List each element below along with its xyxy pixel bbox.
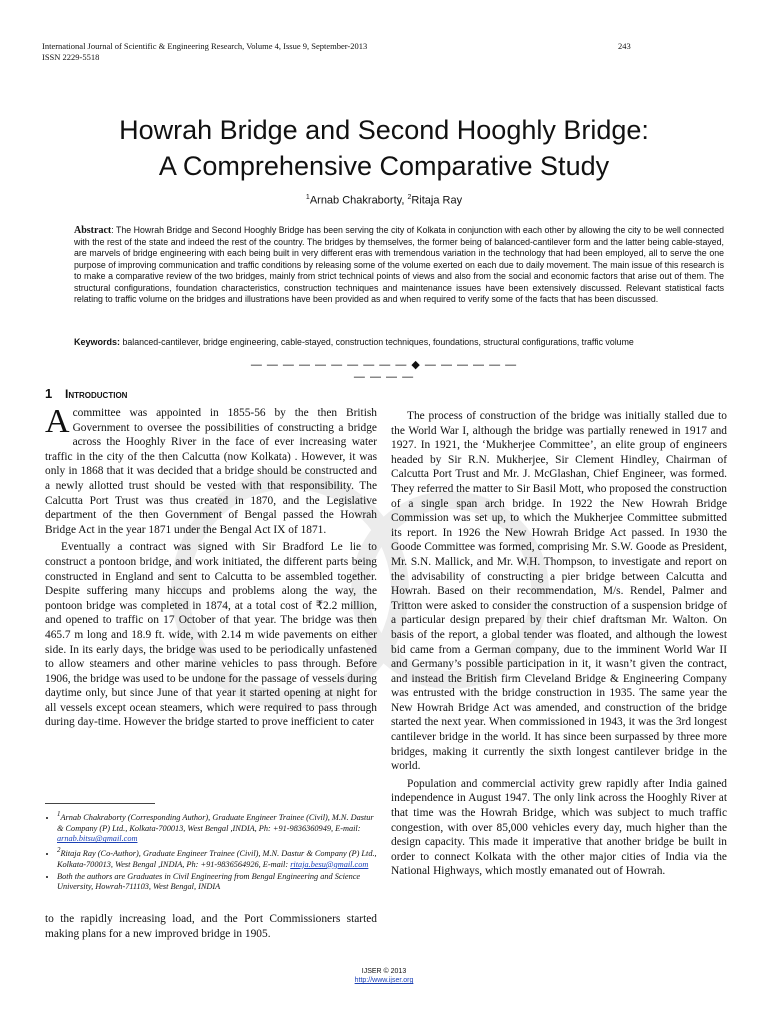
intro-paragraph-2-continued: to the rapidly increasing load, and the Port Commissioners started making plans for a new improved bridge in 1905. [45, 913, 377, 940]
intro-paragraph-2: Eventually a contract was signed with Sir Bradford Le lie to construct a pontoon bridge, and work initiated, the different parts being constructed in England and sent to Calcutta to be assembled together. Despite suffering many hiccups and problems along the way, the pontoon bridge was completed in 1874, at a total cost of ₹2.2 million, and opened to traffic on 17 October of that year. The bridge was then 465.7 m long and 18.9 ft. wide, with 2.14 m wide pavements on either side. In its early days, the bridge was used to be periodically unfastened to allow steamers and other marine vehicles to pass through. Before 1906, the bridge was used to be undone for the passage of vessels during daytime only, but since June of that year it started opening at night for all vessels except ocean steamers, which were required to pass through during day-time. However the bridge started to prove inefficient to cater [45, 541, 377, 729]
keywords [74, 337, 724, 347]
abstract-text: : The Howrah Bridge and Second Hooghly Bridge has been serving the city of Kolkata in conjunction with each other by allowing the city to be well connected with the rest of the state and indeed the rest of the country. The bridges by themselves, the former being of balanced-cantilever form and the latter being cable-stayed, are marvels of bridge engineering with each being built in very different eras with tremendous variation in the technology that had been employed, all to serve the one purpose of improving communication and traffic conditions by releasing some of the volume exerted on each due to daily movement. The main issue of this research is to make a comparative review of the two bridges, mainly from strict technical points of views and also from the social and economic factors that arise out of them. The structural configurations, foundation characteristics, construction techniques and maintenance issues have been extensively discussed. Relevant statistical facts relating to traffic volume on the bridges and illustrations have been provided as and when required to verify some of the facts that has been discussed. [74, 225, 724, 304]
footnote-2-marker: 2 [57, 847, 61, 855]
issn: ISSN 2229-5518 [42, 52, 100, 62]
footnote-1-text: Arnab Chakraborty (Corresponding Author), Graduate Engineer Trainee (Civil), M.N. Dastur & Company (P) Ltd., Kolkata-700013, West Bengal ,INDIA, Ph: +91-9836360949, E-mail: [57, 812, 374, 833]
abstract-label: Abstract [74, 225, 112, 236]
author-1-marker: 1 [305, 194, 310, 201]
intro-paragraph-1-text: committee was appointed in 1855-56 by the then British Government to oversee the possibilities of constructing a bridge across the Hooghly River in the face of ever increasing water traffic in the city of the then Calcutta (now Kolkata) . However, it was only in 1868 that it was decided that a bridge should be constructed and a newly allotted trust should be vested with that responsibility. The Calcutta Port Trust was thus created in 1870, and the Legislative department of the then Government of Bengal passed the Howrah Bridge Act in the year 1871 under the Bengal Act IX of 1871. [45, 407, 377, 536]
author-1-email-link[interactable]: arnab.bitsu@gmail.com [57, 834, 138, 844]
author-list [40, 194, 728, 207]
page-number: 243 [618, 41, 631, 51]
history-paragraph-2: Population and commercial activity grew rapidly after India gained independence in August 1947. The only link across the Hooghly River at that time was the Howrah Bridge, which was subject to much traffic congestion, with over 85,000 vehicles every day, much higher than the design capacity. This made it imperative that another bridge be built in order to connect Kolkata with the other major cities of India via the National Highways, which mostly emanated out of Howrah. [391, 777, 727, 878]
author-2: Ritaja Ray [411, 194, 463, 207]
footnote-3: • Both the authors are Graduates in Civil Engineering from Bengal Engineering and Science University, Howrah-711103, West Bengal, INDIA [57, 872, 377, 894]
right-column [391, 406, 727, 879]
footnote-1 [57, 810, 377, 845]
intro-paragraph-1 [45, 403, 377, 537]
journal-header [42, 41, 367, 63]
title-line-2: A Comprehensive Comparative Study [158, 151, 610, 181]
title-line-1: Howrah Bridge and Second Hooghly Bridge: [119, 115, 649, 145]
left-column-continued [45, 912, 377, 941]
abstract [74, 225, 724, 306]
footnote-2 [57, 846, 377, 870]
section-divider: — — — — — — — — — — ◆ — — — — — — — — — — [250, 359, 518, 383]
section-number: 1 [45, 386, 53, 401]
footnote-separator [45, 803, 155, 804]
drop-cap: A [45, 403, 70, 440]
paper-title [40, 112, 728, 184]
author-1: Arnab Chakraborty, [309, 194, 408, 207]
footnote-2-text: Ritaja Ray (Co-Author), Graduate Engineer Trainee (Civil), M.N. Dastur & Company (P) Ltd., Kolkata-700013, West Bengal ,INDIA, Ph: +91-9836564926, E-mail: [57, 848, 377, 869]
keywords-label: Keywords: [74, 337, 121, 347]
page-footer [0, 967, 768, 985]
keywords-text: balanced-cantilever, bridge engineering, cable-stayed, construction techniques, foundations, structural configurations, traffic volume [120, 337, 634, 347]
journal-citation: International Journal of Scientific & Engineering Research, Volume 4, Issue 9, September-2013 [42, 41, 368, 51]
author-2-marker: 2 [407, 194, 412, 201]
section-title: Introduction [65, 387, 128, 401]
copyright: IJSER © 2013 [361, 968, 407, 975]
footnotes [45, 810, 377, 894]
footnote-1-marker: 1 [57, 811, 61, 818]
author-2-email-link[interactable]: ritaja.besu@gmail.com [290, 859, 369, 869]
history-paragraph-1: The process of construction of the bridge was initially stalled due to the World War I, although the bridge was partially renewed in 1917 and 1927. In 1921, the ‘Mukherjee Committee’, an elite group of engineers headed by Sir R.N. Mukherjee, Sir Clement Hindley, Chairman of Calcutta Port Trust and Mr. J. McGlashan, Chief Engineer, was formed. They referred the matter to Sir Basil Mott, who proposed the construction of a single span arch bridge. In 1922 the New Howrah Bridge Commission was set up, to which the Mukherjee Committee submitted its report. In 1926 the New Howrah Bridge Act passed. In 1930 the Goode Committee was formed, comprising Mr. S.W. Goode as President, Mr. S.N. Mallick, and Mr. W.H. Thompson, to investigate and report on the advisability of constructing a pier bridge between Calcutta and Howrah. Based on their recommendation, M/s. Rendel, Palmer and Tritton were asked to consider the construction of a suspension bridge of a particular design prepared by their chief draftsman Mr. Walton. On basis of the report, a global tender was floated, and although the lowest bid came from a German company, due to the imminent World War II and Germany’s possible participation in it, it wasn’t given the contract, and instead the British firm Cleveland Bridge & Engineering Company was entrusted with the bridge construction in 1935. The same year the New Howrah Bridge Act was amended, and construction of the bridge started the next year. When commissioned in 1943, it was the 3rd longest cantilever bridge in the world. It has since been surpassed by three more bridges, making it currently the sixth longest cantilever bridge in the world. [391, 410, 727, 773]
left-column [45, 403, 377, 730]
journal-url-link[interactable]: http://www.ijser.org [354, 977, 414, 984]
